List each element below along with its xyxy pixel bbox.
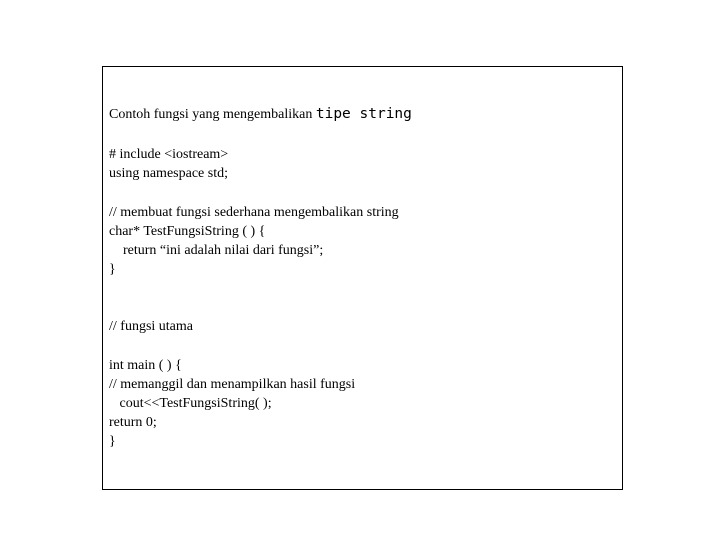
code-line: int main ( ) { <box>109 358 182 373</box>
code-line: // memanggil dan menampilkan hasil fungsi <box>109 377 356 392</box>
code-line: // membuat fungsi sederhana mengembalikan string <box>109 205 399 220</box>
code-line: # include <iostream> <box>109 147 229 162</box>
code-line: cout<<TestFungsiString( ); <box>109 396 272 411</box>
title-mono-text: tipe string <box>315 106 412 122</box>
code-line: return 0; <box>109 415 157 430</box>
code-line: } <box>109 434 116 449</box>
code-line: using namespace std; <box>109 166 228 181</box>
code-box <box>102 66 623 490</box>
code-line: return “ini adalah nilai dari fungsi”; <box>109 243 324 258</box>
title-serif-text: Contoh fungsi yang mengembalikan <box>109 107 316 122</box>
code-line: } <box>109 262 116 277</box>
document-title <box>109 106 412 123</box>
code-line: // fungsi utama <box>109 319 193 334</box>
code-line: char* TestFungsiString ( ) { <box>109 224 266 239</box>
